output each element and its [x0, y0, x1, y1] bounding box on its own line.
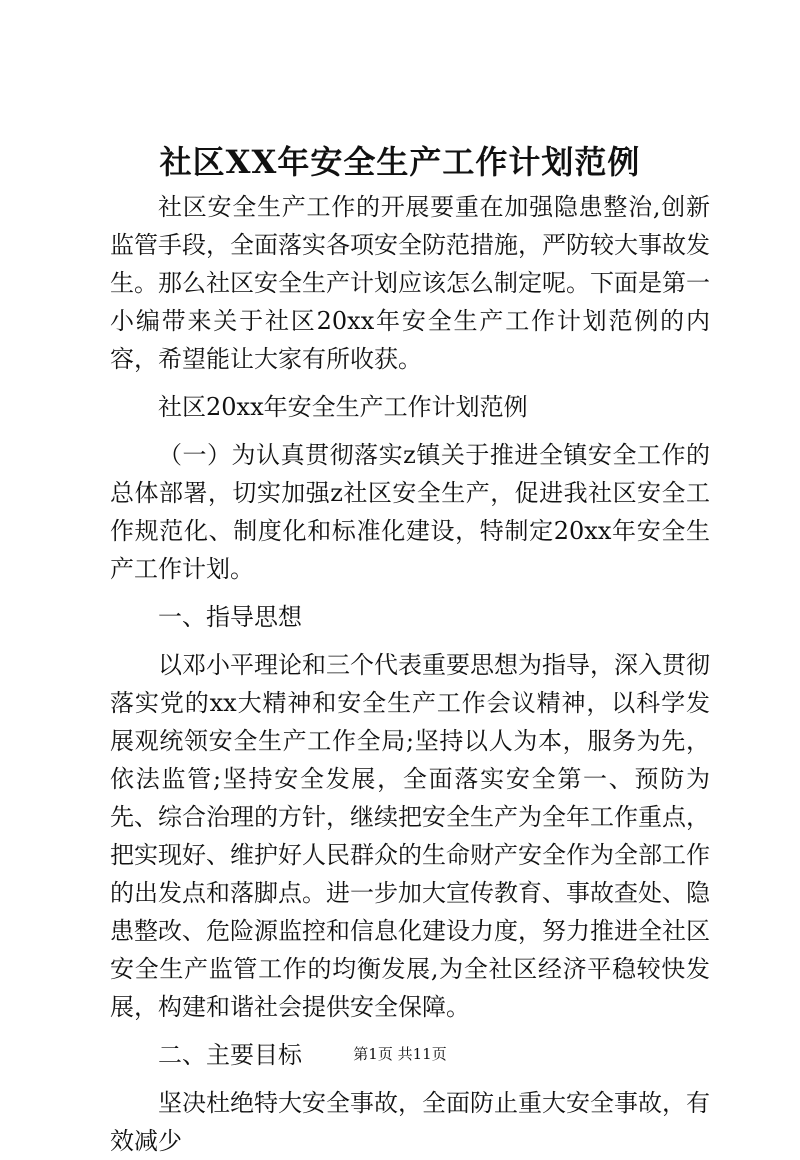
main-goals-paragraph: 坚决杜绝特大安全事故，全面防止重大安全事故，有效减少: [110, 1089, 710, 1155]
document-title: 社区XX年安全生产工作计划范例: [159, 143, 641, 181]
heading-main-goals: 二、主要目标: [158, 1041, 302, 1069]
guiding-ideology-paragraph: 以邓小平理论和三个代表重要思想为指导，深入贯彻落实党的xx大精神和安全生产工作会议精神，以科学发展观统领安全生产工作全局;坚持以人为本，服务为先，依法监管;坚持安全发展，全面落实安全第一、预防为先、综合治理的方针，继续把安全生产为全年工作重点，把实现好、维护好人民群众的生命财产安全作为全部工作的出发点和落脚点。进一步加大宣传教育、事故查处、隐患整改、危险源监控和信息化建设力度，努力推进全社区安全生产监管工作的均衡发展,为全社区经济平稳较快发展，构建和谐社会提供安全保障。: [110, 651, 710, 1021]
heading-guiding-ideology: 一、指导思想: [158, 603, 302, 631]
section-one-intro-paragraph: （一）为认真贯彻落实z镇关于推进全镇安全工作的总体部署，切实加强z社区安全生产，促进我社区安全工作规范化、制度化和标准化建设，特制定20xx年安全生产工作计划。: [110, 441, 710, 583]
intro-paragraph: 社区安全生产工作的开展要重在加强隐患整治,创新监管手段，全面落实各项安全防范措施，严防较大事故发生。那么社区安全生产计划应该怎么制定呢。下面是第一小编带来关于社区20xx年安全生产工作计划范例的内容，希望能让大家有所收获。: [110, 193, 710, 373]
page-number-footer: 第1页 共11页: [353, 1045, 447, 1063]
subtitle-paragraph: 社区20xx年安全生产工作计划范例: [158, 393, 528, 421]
document-body: [110, 188, 710, 1160]
